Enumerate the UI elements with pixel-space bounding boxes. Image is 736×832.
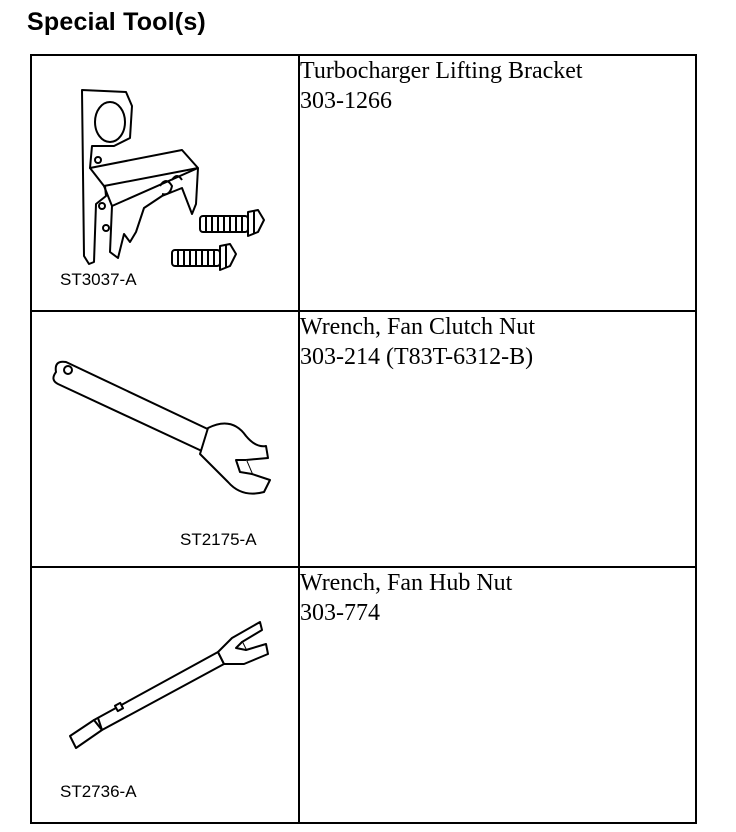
tool-name: Turbocharger Lifting Bracket <box>300 58 583 84</box>
tool-code: ST2736-A <box>60 782 137 801</box>
tool-illustration-cell <box>31 567 299 823</box>
tool-code: ST3037-A <box>60 270 137 289</box>
table-row <box>31 311 696 567</box>
tool-illustration-cell <box>31 311 299 567</box>
special-tools-table <box>30 54 697 824</box>
tool-description-cell <box>299 567 696 823</box>
tool-name: Wrench, Fan Clutch Nut <box>300 314 535 340</box>
table-row <box>31 55 696 311</box>
tool-description-cell <box>299 55 696 311</box>
tool-description-cell <box>299 311 696 567</box>
tool-code: ST2175-A <box>180 530 257 549</box>
table-row <box>31 567 696 823</box>
page-title: Special Tool(s) <box>27 8 206 36</box>
tool-number: 303-1266 <box>300 88 392 114</box>
tool-number: 303-774 <box>300 600 380 626</box>
fan-clutch-nut-wrench-icon <box>32 312 298 566</box>
tool-name: Wrench, Fan Hub Nut <box>300 570 513 596</box>
tool-number: 303-214 (T83T-6312-B) <box>300 344 534 370</box>
tool-illustration-cell <box>31 55 299 311</box>
